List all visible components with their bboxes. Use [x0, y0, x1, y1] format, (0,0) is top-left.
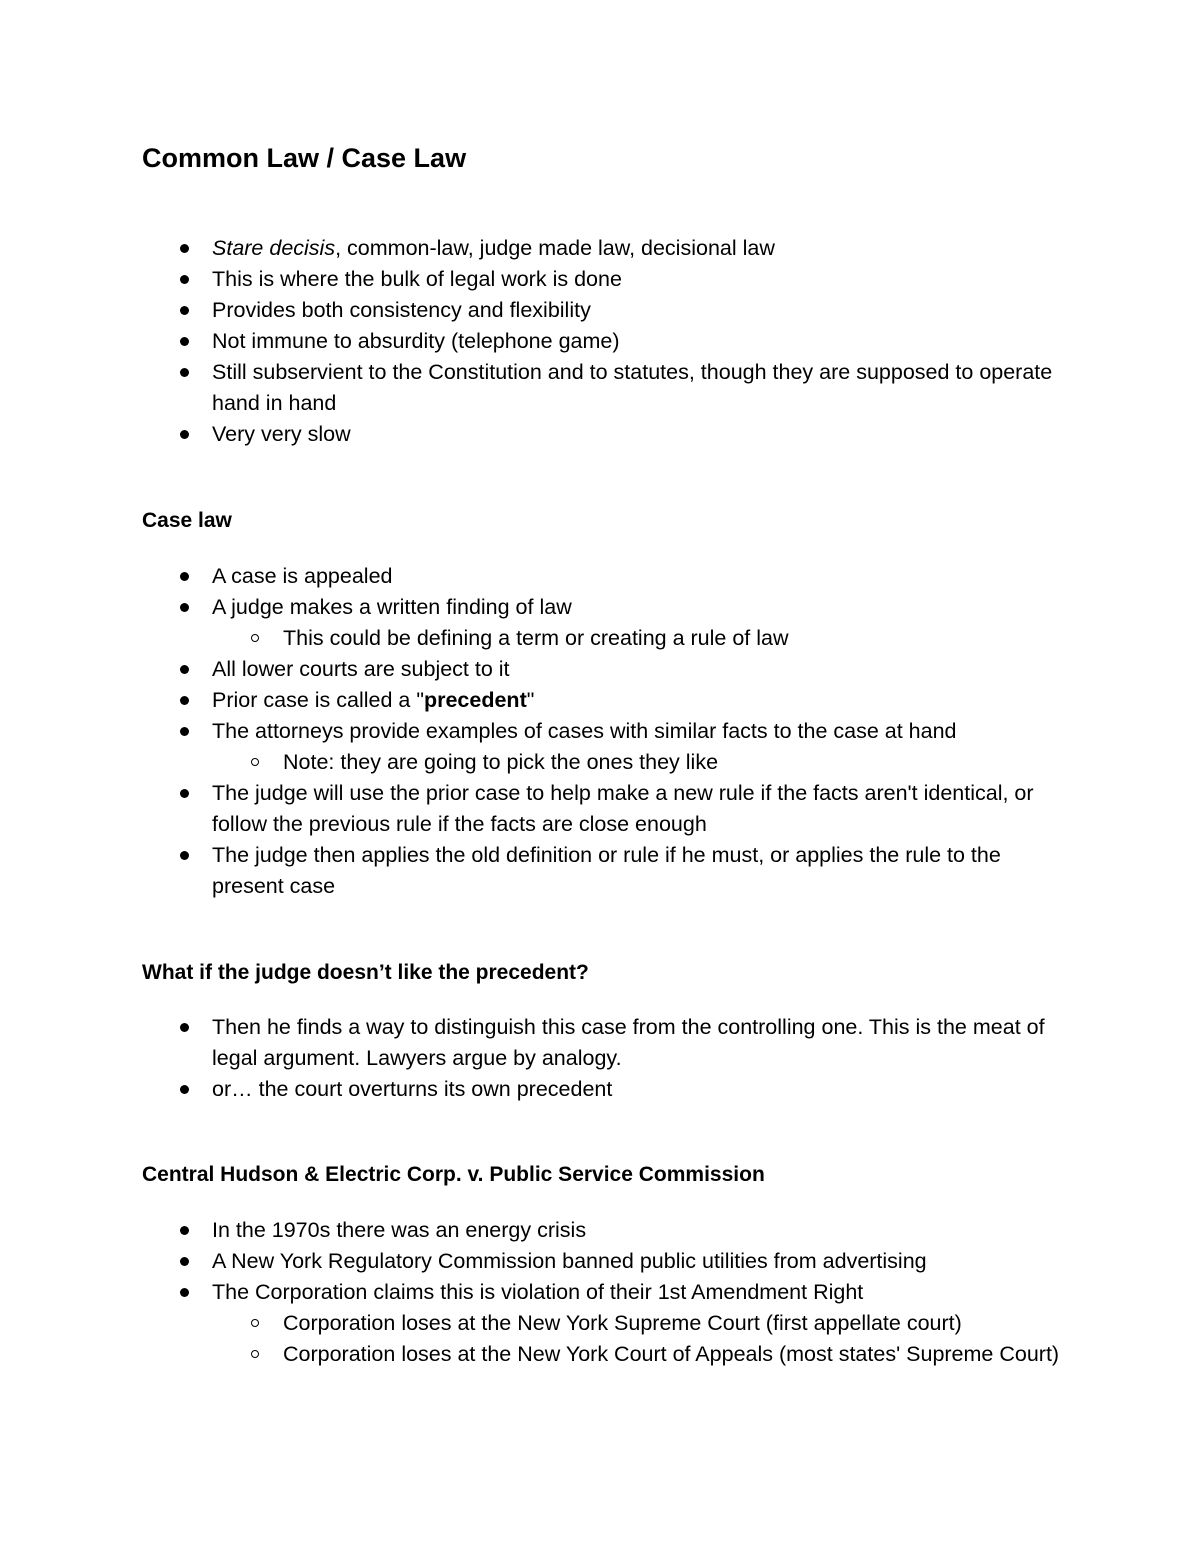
case-bullet-list [142, 1215, 1062, 1370]
stare-decisis-term: Stare decisis [212, 236, 336, 260]
list-item: The Corporation claims this is violation of their 1st Amendment Right [142, 1277, 1062, 1308]
hollow-bullet-icon [251, 634, 259, 642]
bullet-icon [180, 696, 189, 705]
case-law-heading: Case law [142, 509, 232, 532]
sub-list-item: This could be defining a term or creating a rule of law [142, 623, 1062, 654]
bullet-icon [180, 275, 189, 284]
intro-bullet-list [142, 233, 1062, 450]
bullet-icon [180, 368, 189, 377]
precedent-term: precedent [423, 688, 527, 712]
hollow-bullet-icon [251, 1350, 259, 1358]
bullet-icon [180, 1257, 189, 1266]
page-title: Common Law / Case Law [142, 143, 467, 173]
list-item: The attorneys provide examples of cases with similar facts to the case at hand [142, 716, 1062, 747]
bullet-icon [180, 1085, 189, 1094]
list-item: A case is appealed [142, 561, 1062, 592]
list-item: Very very slow [142, 419, 1062, 450]
bullet-icon [180, 851, 189, 860]
list-item: A judge makes a written finding of law [142, 592, 1062, 623]
list-item: This is where the bulk of legal work is done [142, 264, 1062, 295]
list-item: Not immune to absurdity (telephone game) [142, 326, 1062, 357]
bullet-icon [180, 727, 189, 736]
hollow-bullet-icon [251, 1319, 259, 1327]
bullet-icon [180, 337, 189, 346]
bullet-icon [180, 603, 189, 612]
bullet-icon [180, 306, 189, 315]
bullet-icon [180, 665, 189, 674]
sub-list-item: Corporation loses at the New York Supreme Court (first appellate court) [142, 1308, 1062, 1339]
list-item: The judge then applies the old definition or rule if he must, or applies the rule to the present case [142, 840, 1062, 902]
bullet-icon [180, 789, 189, 798]
bullet-icon [180, 430, 189, 439]
case-heading: Central Hudson & Electric Corp. v. Public Service Commission [142, 1163, 765, 1186]
precedent-question-heading: What if the judge doesn’t like the precedent? [142, 961, 589, 984]
precedent-bullet-list [142, 1012, 1062, 1105]
sub-list-item: Corporation loses at the New York Court of Appeals (most states' Supreme Court) [142, 1339, 1062, 1370]
bullet-icon [180, 244, 189, 253]
case-law-bullet-list [142, 561, 1062, 902]
list-item: All lower courts are subject to it [142, 654, 1062, 685]
bullet-icon [180, 1288, 189, 1297]
list-item: Provides both consistency and flexibility [142, 295, 1062, 326]
bullet-icon [180, 1226, 189, 1235]
list-item: Prior case is called a "precedent" [142, 685, 1062, 716]
list-item: The judge will use the prior case to help make a new rule if the facts aren't identical, or follow the previous rule if the facts are close enough [142, 778, 1062, 840]
list-item: Still subservient to the Constitution and to statutes, though they are supposed to operate hand in hand [142, 357, 1062, 419]
bullet-icon [180, 1023, 189, 1032]
list-item: A New York Regulatory Commission banned public utilities from advertising [142, 1246, 1062, 1277]
sub-list-item: Note: they are going to pick the ones they like [142, 747, 1062, 778]
list-item: or… the court overturns its own precedent [142, 1074, 1062, 1105]
list-item: Stare decisis, common-law, judge made law, decisional law [142, 233, 1062, 264]
bullet-icon [180, 572, 189, 581]
list-item: In the 1970s there was an energy crisis [142, 1215, 1062, 1246]
list-item: Then he finds a way to distinguish this case from the controlling one. This is the meat of legal argument. Lawyers argue by analogy. [142, 1012, 1062, 1074]
hollow-bullet-icon [251, 758, 259, 766]
